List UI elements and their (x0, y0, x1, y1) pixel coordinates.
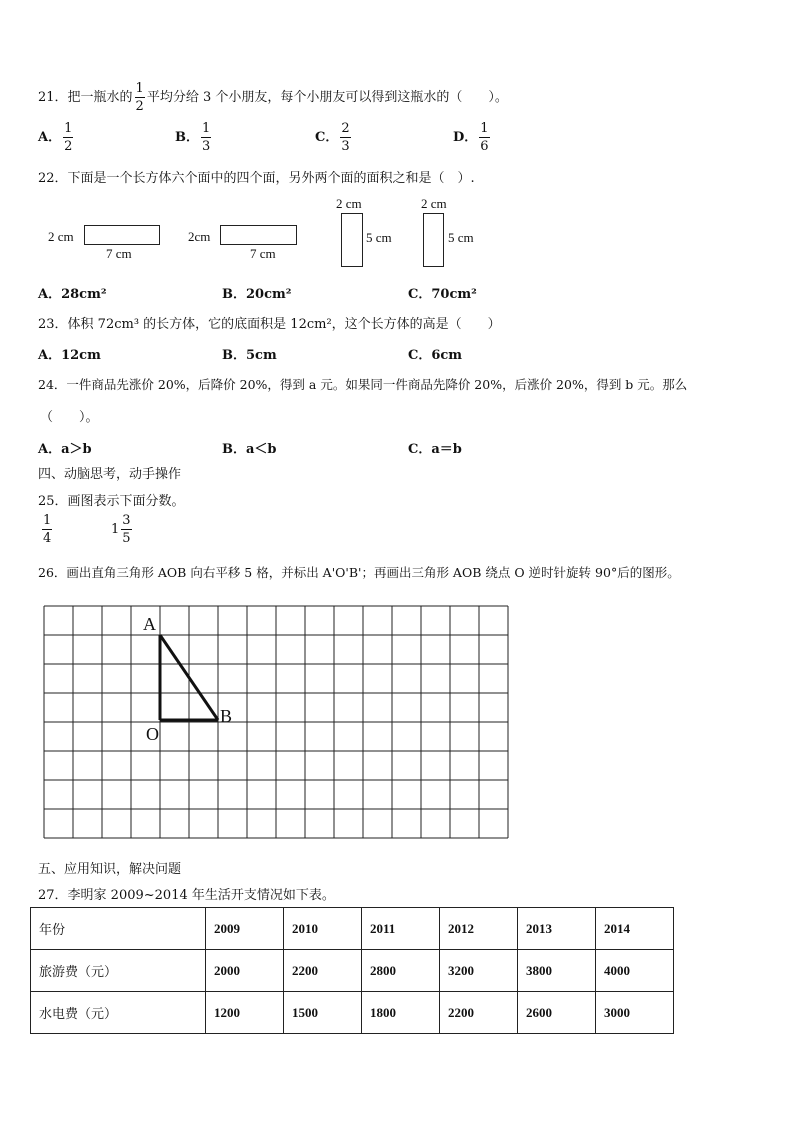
table-header-cell: 2009 (206, 908, 284, 950)
q22-stem: 22．下面是一个长方体六个面中的四个面，另外两个面的面积之和是（ ）. (38, 171, 475, 186)
q22-face2-height: 2cm (188, 229, 211, 244)
q24-option-b[interactable]: B．a＜b (222, 442, 277, 457)
q21-option-b[interactable]: B． $\frac{1}{3}$ (175, 121, 211, 154)
section-5-title: 五、应用知识，解决问题 (38, 862, 182, 877)
q23-option-c[interactable]: C．6cm (408, 348, 463, 363)
q21-fraction: $\frac{1}{2}$ (135, 81, 144, 114)
q25-stem: 25．画图表示下面分数。 (38, 494, 185, 509)
vertex-o-label: O (146, 724, 159, 744)
table-header-row (31, 908, 674, 950)
table-cell: 4000 (596, 950, 674, 992)
table-cell: 1500 (284, 992, 362, 1034)
q22-face4-side: 5 cm (448, 230, 474, 245)
q22-face1-height: 2 cm (48, 229, 74, 244)
table-cell: 水电费（元） (31, 992, 206, 1034)
q22-face4-top: 2 cm (421, 196, 447, 211)
q21-stem (38, 82, 508, 113)
table-cell: 2800 (362, 950, 440, 992)
q23-stem: 23．体积 72cm³ 的长方体，它的底面积是 12cm²，这个长方体的高是（ ） (38, 317, 501, 332)
q22-face3-top: 2 cm (336, 196, 362, 211)
table-cell: 3000 (596, 992, 674, 1034)
q22-face2-width: 7 cm (250, 246, 276, 261)
q21-option-a[interactable]: A． $\frac{1}{2}$ (38, 121, 73, 154)
q22-face2-rect (220, 225, 297, 245)
q26-grid-figure (40, 600, 514, 842)
q22-face1-width: 7 cm (106, 246, 132, 261)
q27-stem: 27．李明家 2009~2014 年生活开支情况如下表。 (38, 888, 335, 903)
q23-option-b[interactable]: B．5cm (222, 348, 277, 363)
q22-option-b[interactable]: B．20cm² (222, 287, 292, 302)
q22-face3-side: 5 cm (366, 230, 392, 245)
table-header-cell: 年份 (31, 908, 206, 950)
q24-stem: 24．一件商品先涨价 20%，后降价 20%，得到 a 元。如果同一件商品先降价 20%，后涨价 20%，得到 b 元。那么 (38, 377, 688, 392)
q21-suffix: 平均分给 3 个小朋友，每个小朋友可以得到这瓶水的（ ）。 (146, 90, 508, 105)
q24-stem-blank: （ ）。 (40, 410, 99, 425)
q26-stem: 26．画出直角三角形 AOB 向右平移 5 格，并标出 A'O'B'；再画出三角形 AOB 绕点 O 逆时针旋转 90°后的图形。 (38, 565, 680, 580)
table-cell: 旅游费（元） (31, 950, 206, 992)
table-cell: 3800 (518, 950, 596, 992)
table-cell: 3200 (440, 950, 518, 992)
q22-face1-rect (84, 225, 160, 245)
q22-option-a[interactable]: A．28cm² (38, 287, 107, 302)
table-header-cell: 2012 (440, 908, 518, 950)
q25-fraction-1: $\frac{1}{4}$ (43, 513, 52, 546)
q21-option-c[interactable]: C． $\frac{2}{3}$ (315, 121, 350, 154)
q22-face3-rect (341, 213, 363, 267)
q25-mixed-number: 1 $\frac{3}{5}$ (111, 513, 131, 546)
q24-option-c[interactable]: C．a＝b (408, 442, 462, 457)
table-cell: 2600 (518, 992, 596, 1034)
q21-option-d[interactable]: D． $\frac{1}{6}$ (453, 121, 489, 154)
table-header-cell: 2014 (596, 908, 674, 950)
table-header-cell: 2010 (284, 908, 362, 950)
q22-face4-rect (423, 213, 444, 267)
vertex-b-label: B (220, 706, 233, 726)
expense-table (30, 907, 674, 1034)
grid-lines (44, 606, 508, 838)
section-4-title: 四、动脑思考，动手操作 (38, 467, 182, 482)
q24-option-a[interactable]: A．a＞b (38, 442, 92, 457)
q21-prefix: 21．把一瓶水的 (38, 90, 133, 105)
q22-option-c[interactable]: C．70cm² (408, 287, 477, 302)
table-cell: 2200 (440, 992, 518, 1034)
table-header-cell: 2011 (362, 908, 440, 950)
table-header-cell: 2013 (518, 908, 596, 950)
table-row (31, 950, 674, 992)
q23-option-a[interactable]: A．12cm (38, 348, 101, 363)
table-cell: 1200 (206, 992, 284, 1034)
table-cell: 1800 (362, 992, 440, 1034)
vertex-a-label: A (143, 614, 156, 634)
table-row (31, 992, 674, 1034)
table-cell: 2000 (206, 950, 284, 992)
table-cell: 2200 (284, 950, 362, 992)
